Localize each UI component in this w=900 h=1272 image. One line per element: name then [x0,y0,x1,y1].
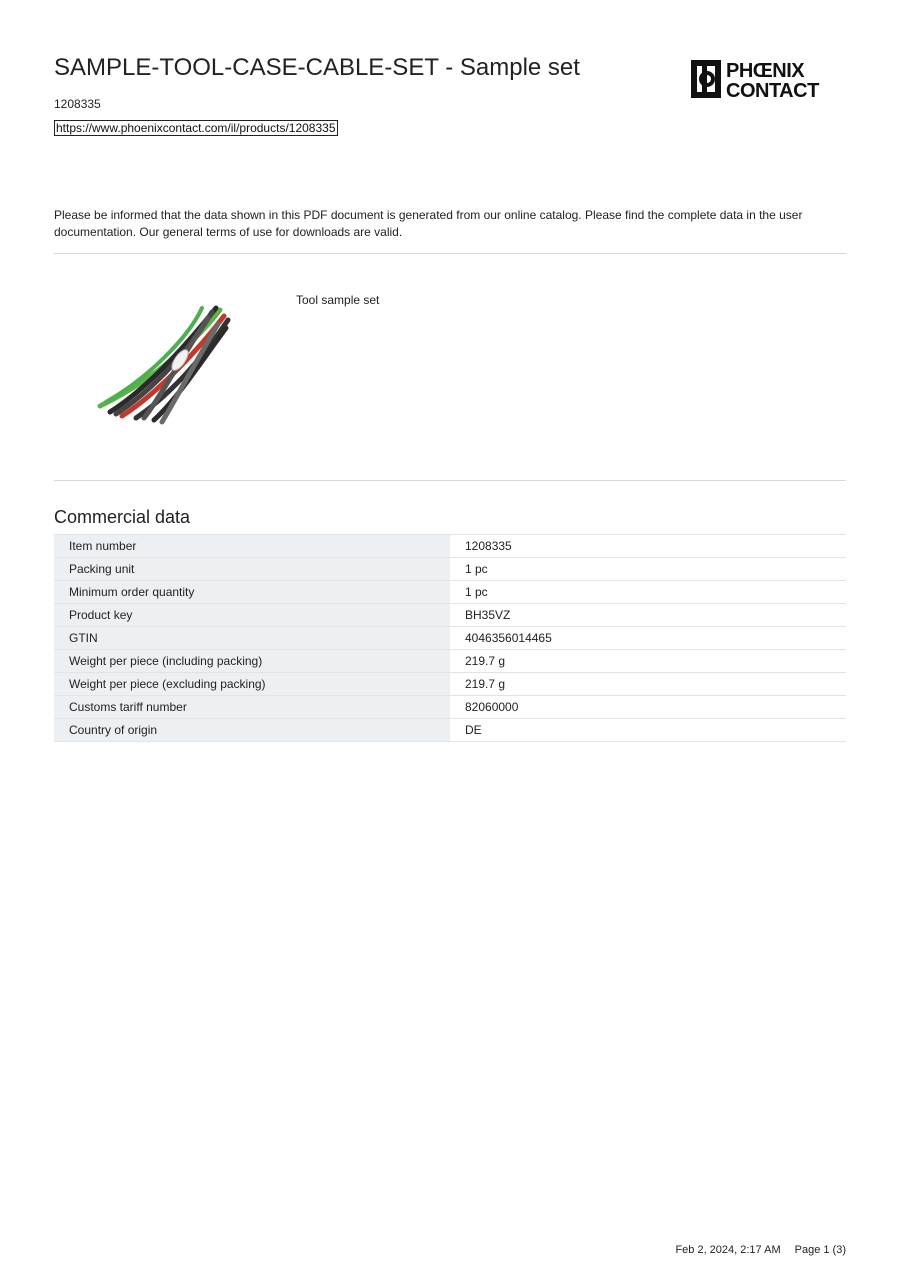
product-caption: Tool sample set [296,293,380,307]
divider [54,480,846,481]
table-row [54,650,846,673]
row-label: Packing unit [54,558,450,581]
table-row [54,696,846,719]
footer-page-number: Page 1 (3) [794,1244,846,1256]
table-row [54,604,846,627]
row-value: 1208335 [450,535,846,558]
row-label: Country of origin [54,719,450,742]
row-value: 82060000 [450,696,846,719]
commercial-data-table [54,534,846,742]
row-value: BH35VZ [450,604,846,627]
table-row [54,627,846,650]
svg-text:PHŒNIX: PHŒNIX [726,60,805,82]
divider [54,253,846,254]
phoenix-contact-logo [690,59,846,99]
row-label: Customs tariff number [54,696,450,719]
row-label: Product key [54,604,450,627]
row-label: Weight per piece (including packing) [54,650,450,673]
table-row [54,558,846,581]
item-number: 1208335 [54,97,101,111]
footer-date: Feb 2, 2024, 2:17 AM [675,1244,781,1256]
row-label: GTIN [54,627,450,650]
row-value: 219.7 g [450,673,846,696]
product-url-link[interactable]: https://www.phoenixcontact.com/il/products/1208335 [56,121,336,135]
row-label: Minimum order quantity [54,581,450,604]
table-row [54,719,846,742]
catalog-notice: Please be informed that the data shown in this PDF document is generated from our online catalog. Please find the complete data in the user documentation. Our general terms of use for downloads are valid. [54,208,803,239]
page-footer [675,1244,846,1256]
row-value: 1 pc [450,558,846,581]
table-row [54,581,846,604]
table-row [54,535,846,558]
page-title: SAMPLE-TOOL-CASE-CABLE-SET - Sample set [54,54,580,81]
row-value: DE [450,719,846,742]
row-value: 219.7 g [450,650,846,673]
table-row [54,673,846,696]
row-value: 1 pc [450,581,846,604]
cable-bundle-image [88,298,238,428]
row-label: Weight per piece (excluding packing) [54,673,450,696]
section-title-commercial-data: Commercial data [54,507,191,527]
row-label: Item number [54,535,450,558]
row-value: 4046356014465 [450,627,846,650]
svg-text:CONTACT: CONTACT [726,80,819,99]
